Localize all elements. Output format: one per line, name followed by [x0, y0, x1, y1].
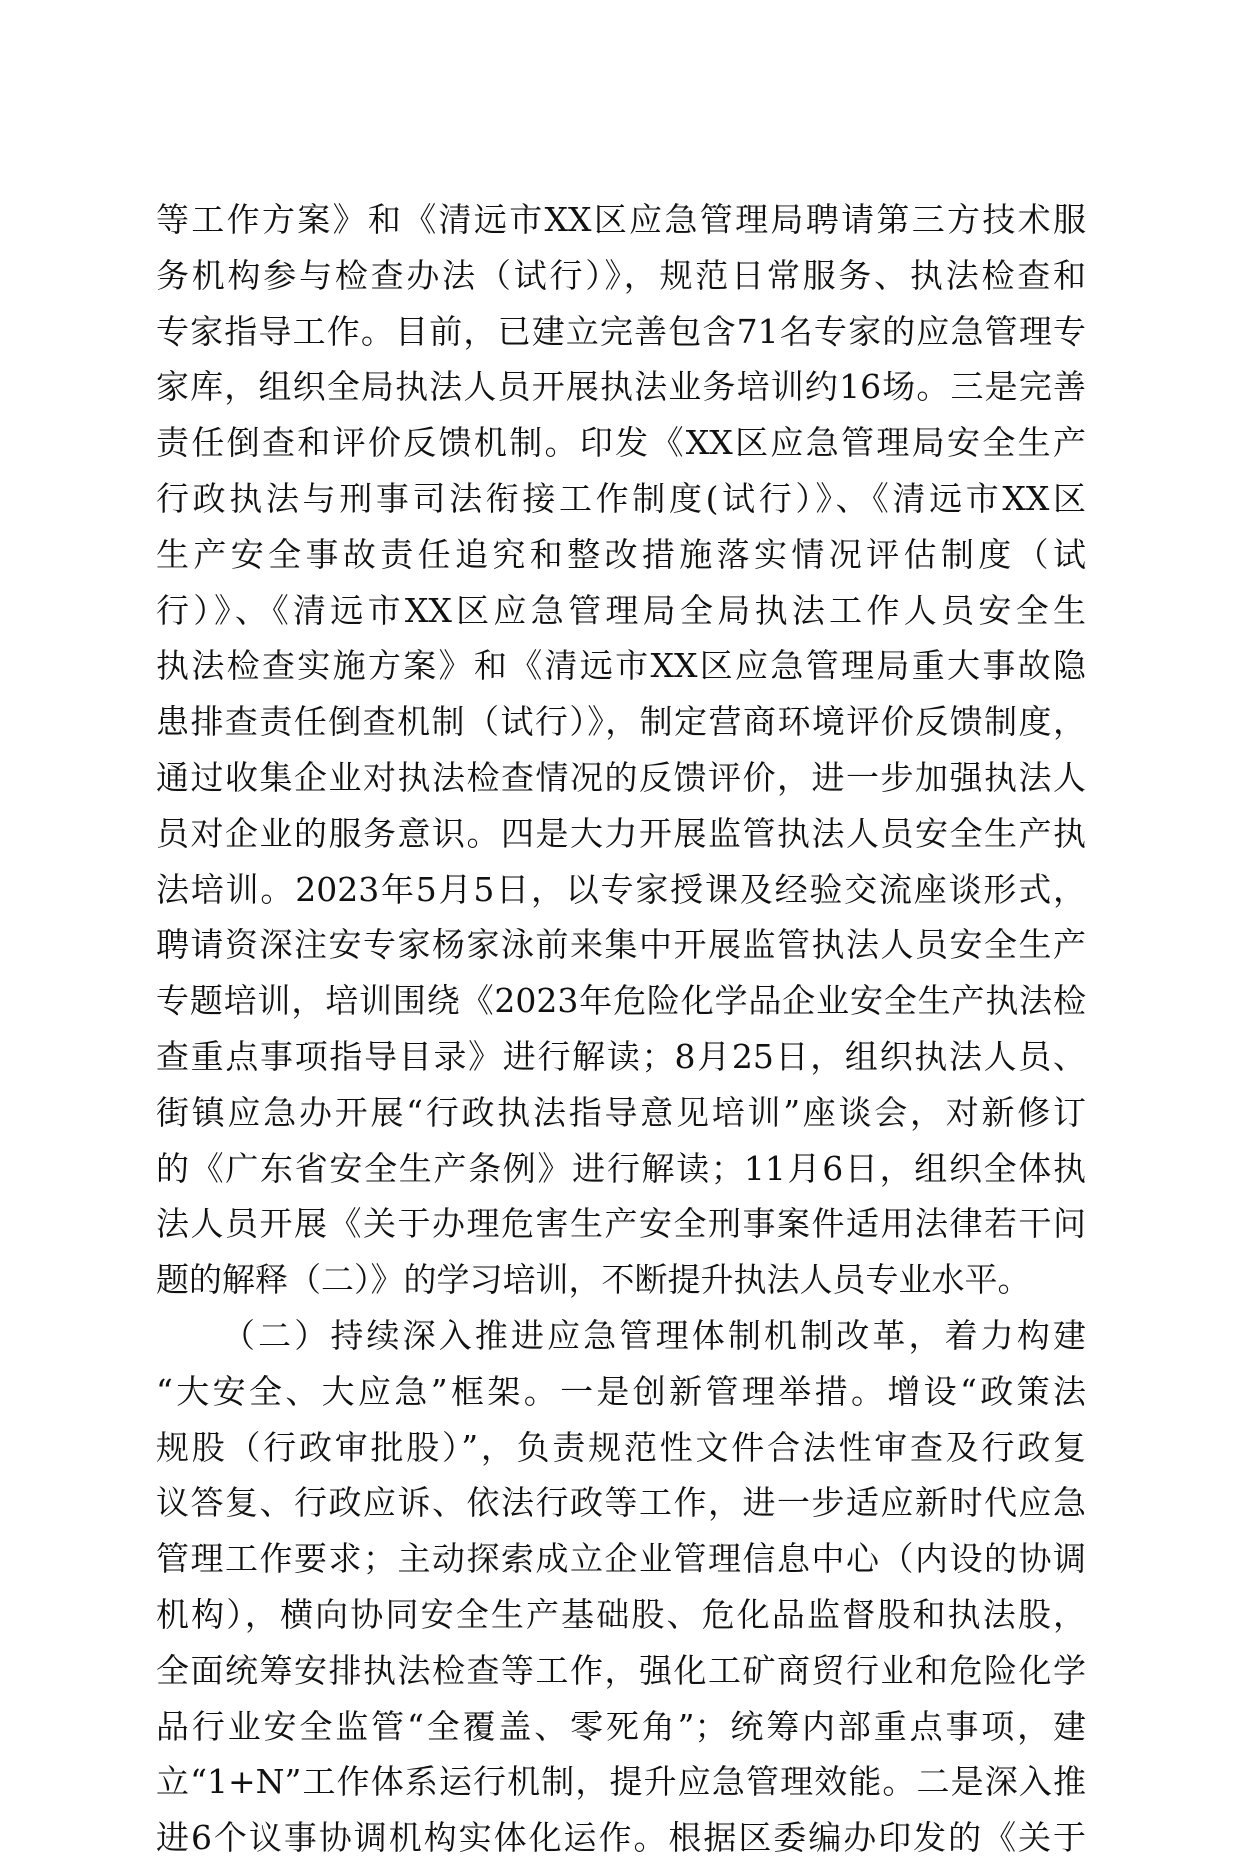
text-line: 患排查责任倒查机制（试行）》，制定营商环境评价反馈制度，	[156, 702, 1086, 742]
text-line: 管理工作要求；主动探索成立企业管理信息中心（内设的协调	[156, 1539, 1086, 1579]
text-line: 街镇应急办开展“行政执法指导意见培训”座谈会，对新修订	[156, 1092, 1086, 1132]
text-line: 专家指导工作。目前，已建立完善包含71名专家的应急管理专	[156, 311, 1086, 351]
text-line: 务机构参与检查办法（试行）》，规范日常服务、执法检查和	[156, 255, 1086, 295]
text-line: 法培训。2023年5月5日，以专家授课及经验交流座谈形式，	[156, 869, 1086, 909]
text-line: 行）》、《清远市XX区应急管理局全局执法工作人员安全生	[156, 590, 1086, 630]
text-line: 品行业安全监管“全覆盖、零死角”；统筹内部重点事项，建	[156, 1706, 1086, 1746]
text-line: “大安全、大应急”框架。一是创新管理举措。增设“政策法	[156, 1371, 1086, 1411]
text-line: 专题培训，培训围绕《2023年危险化学品企业安全生产执法检	[156, 981, 1086, 1021]
text-line: 规股（行政审批股）”，负责规范性文件合法性审查及行政复	[156, 1427, 1086, 1467]
text-line: 立“1+N”工作体系运行机制，提升应急管理效能。二是深入推	[156, 1762, 1086, 1802]
text-line: 生产安全事故责任追究和整改措施落实情况评估制度（试	[156, 534, 1086, 574]
text-line: 责任倒查和评价反馈机制。印发《XX区应急管理局安全生产	[156, 423, 1086, 463]
section-heading-line: （二）持续深入推进应急管理体制机制改革，着力构建	[222, 1315, 1086, 1355]
text-line: 执法检查实施方案》和《清远市XX区应急管理局重大事故隐	[156, 646, 1086, 686]
text-line: 员对企业的服务意识。四是大力开展监管执法人员安全生产执	[156, 813, 1086, 853]
text-line: 聘请资深注安专家杨家泳前来集中开展监管执法人员安全生产	[156, 925, 1086, 965]
body-text	[156, 192, 1086, 1866]
text-line: 法人员开展《关于办理危害生产安全刑事案件适用法律若干问	[156, 1204, 1086, 1244]
text-line: 行政执法与刑事司法衔接工作制度(试行）》、《清远市XX区	[156, 478, 1086, 518]
text-line: 题的解释（二）》的学习培训，不断提升执法人员专业水平。	[156, 1260, 1031, 1300]
text-line: 等工作方案》和《清远市XX区应急管理局聘请第三方技术服	[156, 200, 1086, 239]
text-line: 家库，组织全局执法人员开展执法业务培训约16场。三是完善	[156, 367, 1086, 407]
text-line: 议答复、行政应诉、依法行政等工作，进一步适应新时代应急	[156, 1483, 1086, 1523]
text-line: 全面统筹安排执法检查等工作，强化工矿商贸行业和危险化学	[156, 1650, 1086, 1690]
text-line: 通过收集企业对执法检查情况的反馈评价，进一步加强执法人	[156, 757, 1086, 797]
text-line: 的《广东省安全生产条例》进行解读；11月6日，组织全体执	[156, 1148, 1086, 1188]
text-line: 进6个议事协调机构实体化运作。根据区委编办印发的《关于	[156, 1818, 1086, 1858]
text-line: 查重点事项指导目录》进行解读；8月25日，组织执法人员、	[156, 1036, 1086, 1076]
text-line: 机构），横向协同安全生产基础股、危化品监督股和执法股，	[156, 1594, 1086, 1634]
